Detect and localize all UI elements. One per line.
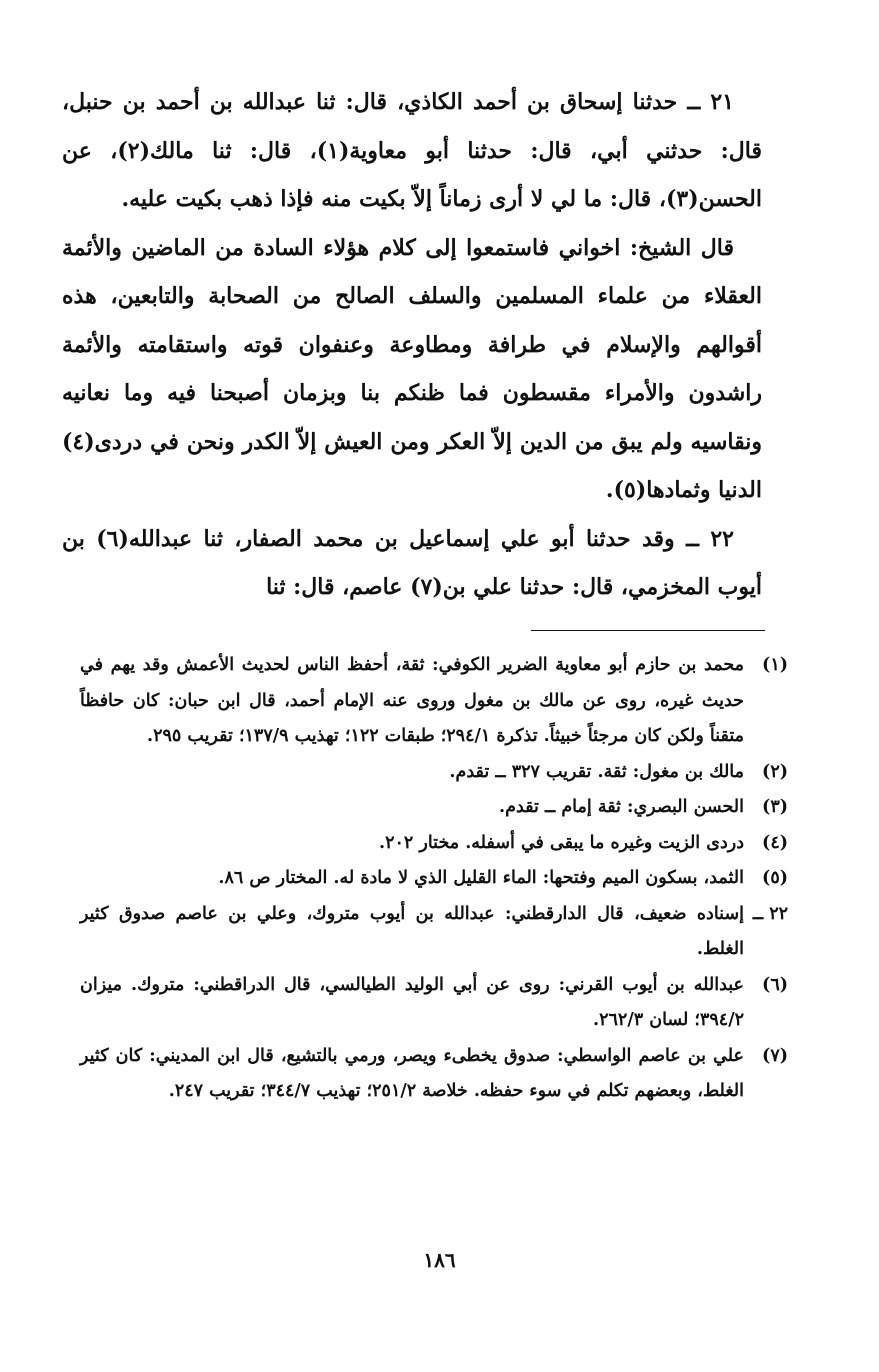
main-text-block [62, 78, 762, 612]
page-number: ١٨٦ [423, 1248, 456, 1272]
footnote-7 [80, 1039, 788, 1110]
footnote-number: (٢) [762, 761, 788, 782]
footnote-2 [80, 755, 788, 791]
paragraph-sheikh-commentary: قال الشيخ: اخواني فاستمعوا إلى كلام هؤلاء السادة من الماضين والأئمة العقلاء من علماء المسلمين والسلف الصالح من الصحابة والتابعين، هذه أقوالهم والإسلام في طرافة ومطاوعة وعنفوان قوته واستقامته والأئمة راشدون والأمراء مقسطون فما ظنكم بنا وبزمان أصبحنا فيه وما نعانيه ونقاسيه ولم يبق من الدين إلاّ العكر ومن العيش إلاّ الكدر ونحن في دردى(٤) الدنيا وثمادها(٥). [62, 234, 762, 503]
paragraph-22: ٢٢ ــ وقد حدثنا أبو علي إسماعيل بن محمد الصفار، ثنا عبدالله(٦) بن أيوب المخزمي، قال: حدثنا علي بن(٧) عاصم، قال: ثنا [62, 525, 762, 600]
footnote-text: محمد بن حازم أبو معاوية الضرير الكوفي: ثقة، أحفظ الناس لحديث الأعمش وقد يهم في حديث غيره، روى عن مالك بن مغول وروى عنه الإمام أحمد، قال ابن حبان: كان حافظاً متقناً ولكن كان مرجئاً خبيثاً. تذكرة ٢٩٤/١؛ طبقات ١٢٢؛ تهذيب ١٣٧/٩؛ تقريب ٢٩٥. [80, 655, 744, 746]
footnote-3 [80, 790, 788, 826]
paragraph-21: ٢١ ــ حدثنا إسحاق بن أحمد الكاذي، قال: ثنا عبدالله بن أحمد بن حنبل، قال: حدثني أبي، قال: حدثنا أبو معاوية(١)، قال: ثنا مالك(٢)، عن الحسن(٣)، قال: ما لي لا أرى زماناً إلاّ بكيت منه فإذا ذهب بكيت عليه. [62, 89, 763, 212]
footnote-number: (١) [762, 655, 788, 675]
footnote-number: (٣) [762, 797, 788, 817]
footnote-1 [80, 648, 788, 755]
footnote-number: (٧) [762, 1045, 788, 1066]
footnote-text: إسناده ضعيف، قال الدارقطني: عبدالله بن أيوب متروك، وعلي بن عاصم صدوق كثير الغلط. [80, 903, 744, 959]
footnote-hadith-22-grading [80, 897, 788, 968]
footnote-text: علي بن عاصم الواسطي: صدوق يخطىء ويصر، ورمي بالتشيع، قال ابن المديني: كان كثير الغلط، وبعضهم تكلم في سوء حفظه. خلاصة ٢٥١/٢؛ تهذيب ٣٤٤/٧؛ تقريب ٢٤٧. [80, 1045, 744, 1101]
footnote-text: الثمد، بسكون الميم وفتحها: الماء القليل الذي لا مادة له. المختار ص ٨٦. [218, 868, 744, 888]
footnotes-section [80, 648, 788, 1110]
footnote-divider [531, 630, 765, 631]
footnote-number: ٢٢ ــ [752, 903, 788, 924]
footnote-text: دردى الزيت وغيره ما يبقى في أسفله. مختار ٢٠٢. [378, 832, 744, 853]
footnote-text: الحسن البصري: ثقة إمام ــ تقدم. [499, 797, 744, 817]
footnote-number: (٦) [762, 974, 788, 995]
footnote-number: (٤) [762, 832, 788, 853]
footnote-4 [80, 826, 788, 862]
body-text [62, 78, 762, 612]
footnote-number: (٥) [762, 868, 788, 888]
footnote-5 [80, 861, 788, 897]
footnote-text: مالك بن مغول: ثقة. تقريب ٣٢٧ ــ تقدم. [449, 761, 744, 782]
footnote-text: عبدالله بن أيوب القرني: روى عن أبي الوليد الطيالسي، قال الدراقطني: متروك. ميزان ٣٩٤/٢؛ لسان ٢٦٢/٣. [80, 974, 744, 1030]
footnote-6 [80, 968, 788, 1039]
